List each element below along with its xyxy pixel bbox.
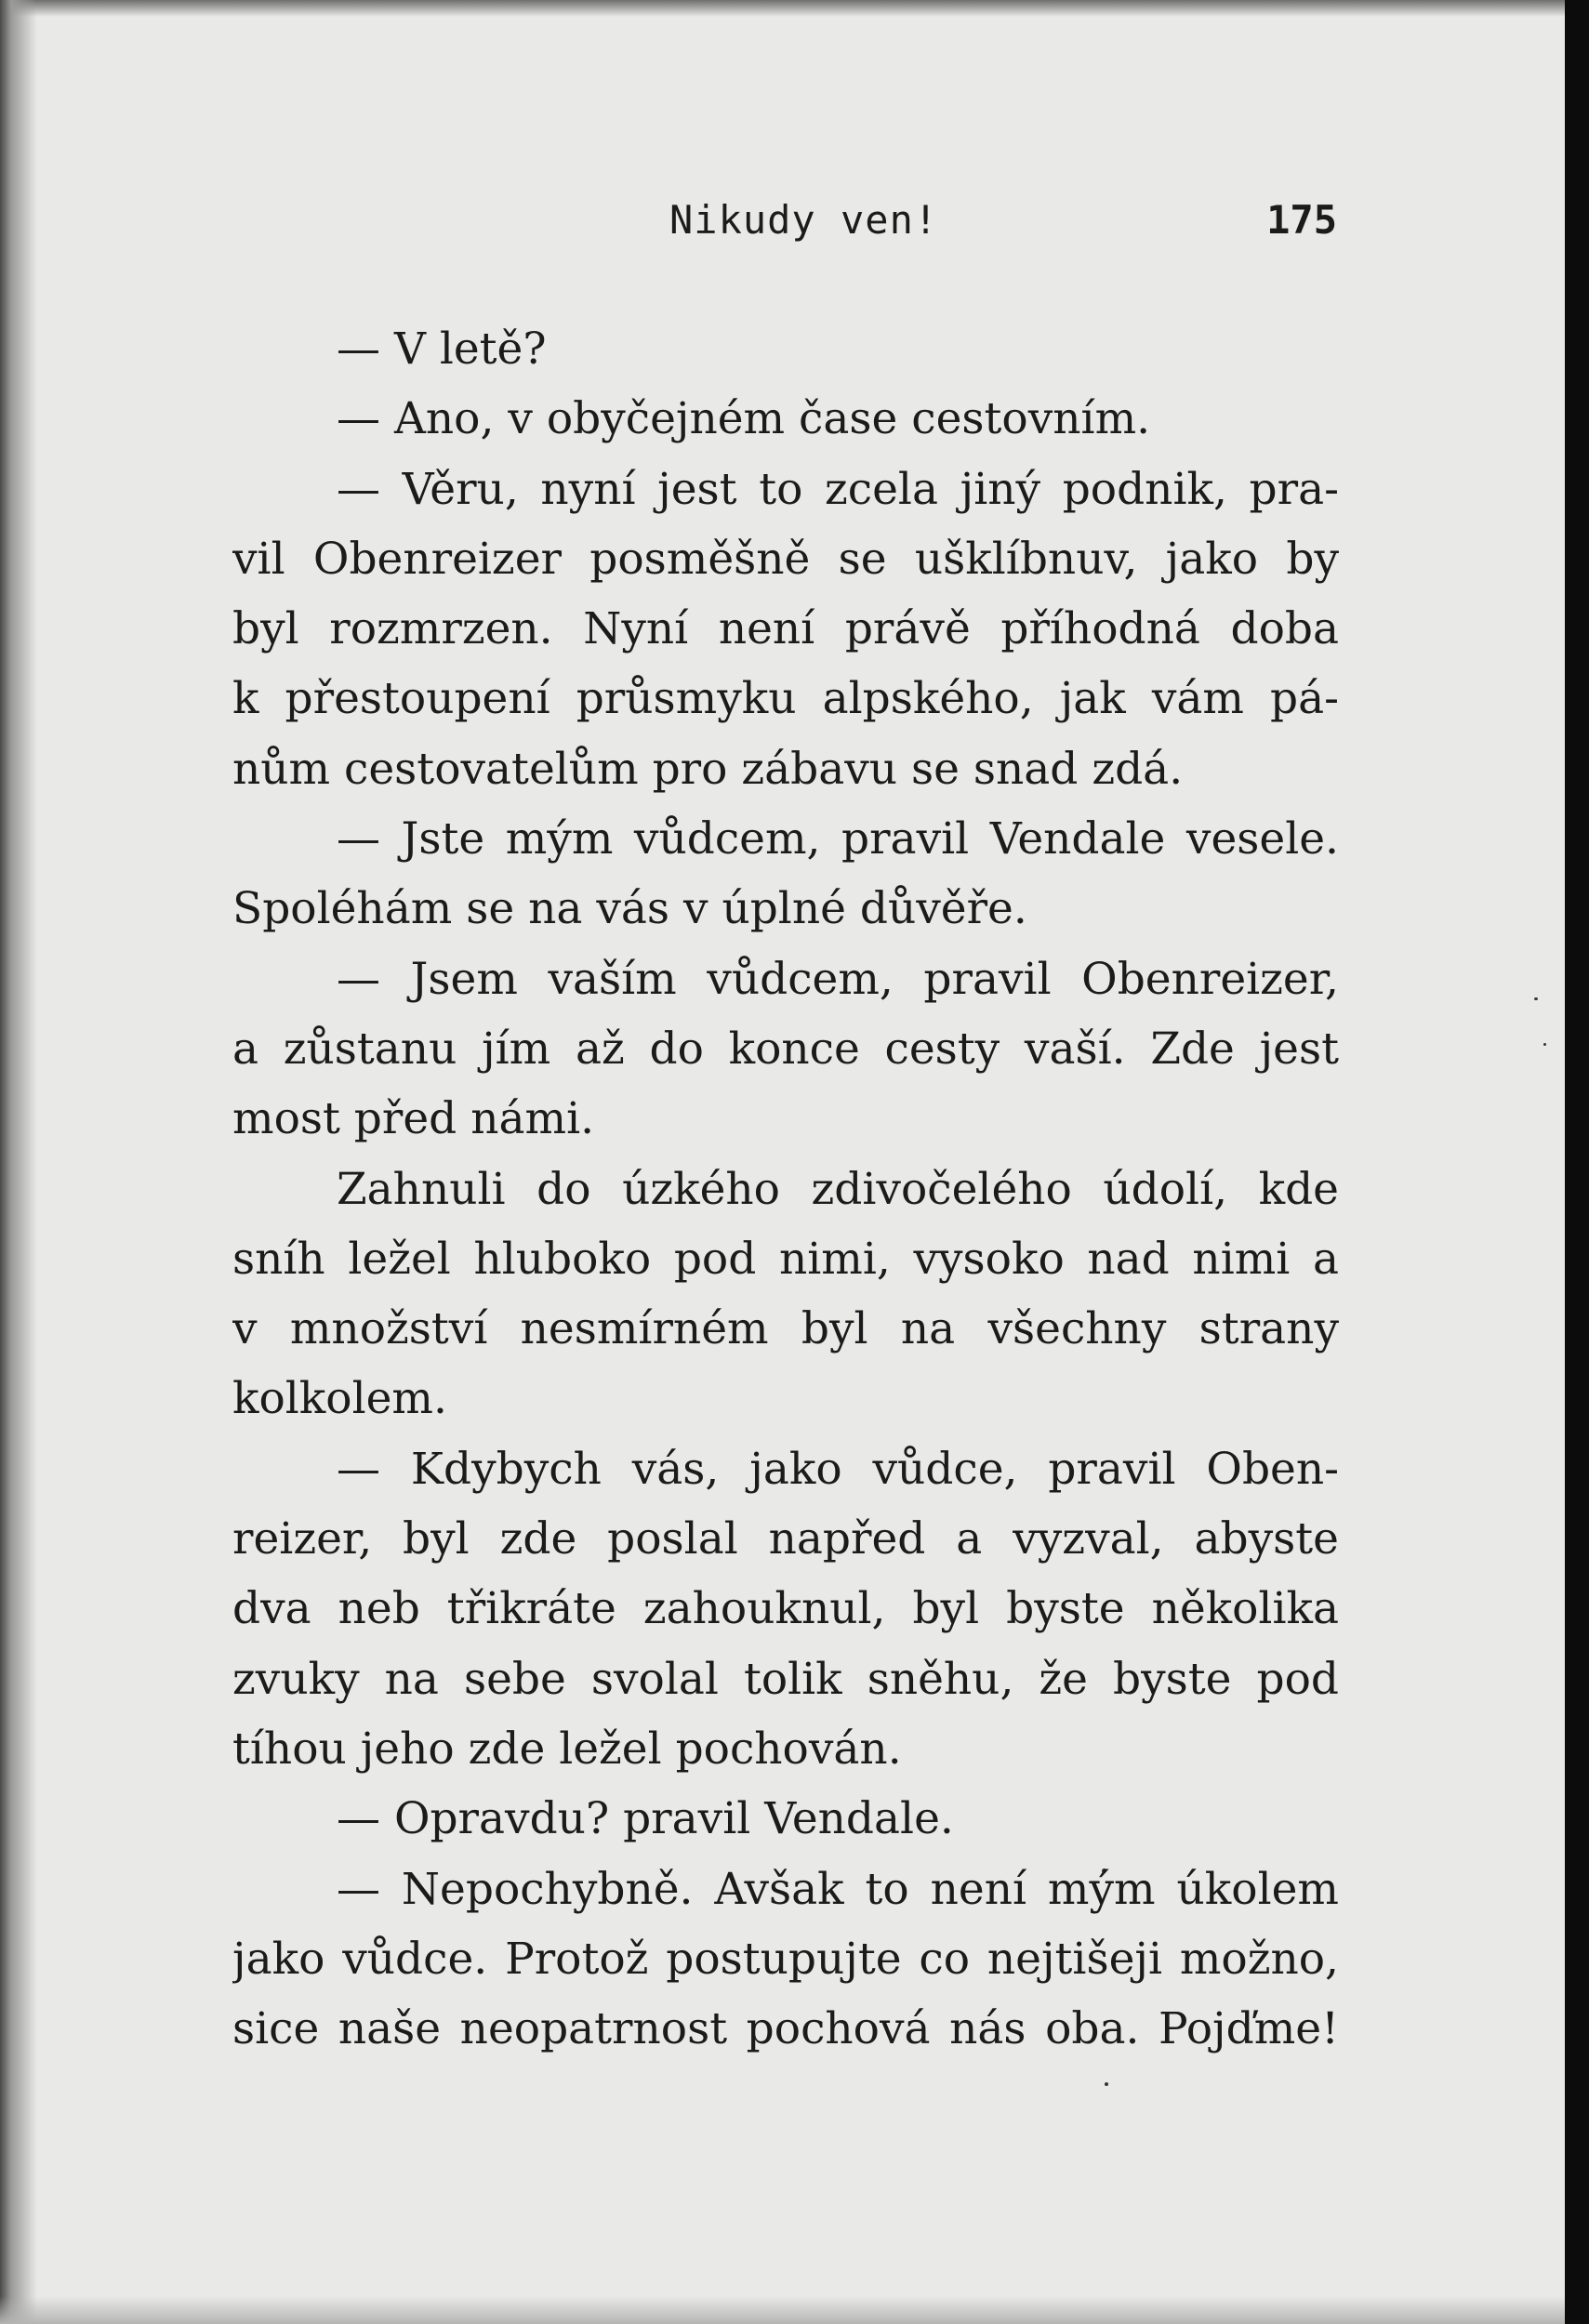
- running-title: Nikudy ven!: [669, 197, 939, 243]
- scan-right-border: [1565, 0, 1589, 2324]
- text-line: most před námi.: [232, 1093, 595, 1145]
- text-line: kolkolem.: [232, 1373, 447, 1425]
- text-line: v množství nesmírném byl na všechny strany: [232, 1303, 1339, 1355]
- text-line: Zahnuli do úzkého zdivočelého údolí, kde: [337, 1163, 1339, 1215]
- page-header: [232, 197, 1337, 253]
- text-line: — Opravdu? pravil Vendale.: [337, 1793, 954, 1845]
- body-text: [232, 314, 1339, 2064]
- page-number: 175: [1266, 197, 1337, 243]
- text-line: — Jste mým vůdcem, pravil Vendale vesele.: [337, 813, 1339, 865]
- text-line: — Jsem vaším vůdcem, pravil Obenreizer,: [337, 953, 1339, 1005]
- dust-speck: [1105, 2082, 1108, 2086]
- scan-bottom-edge: [0, 2296, 1589, 2324]
- text-line: k přestoupení průsmyku alpského, jak vám pá-: [232, 673, 1339, 725]
- text-line: vil Obenreizer posměšně se ušklíbnuv, jako by: [232, 533, 1339, 585]
- text-line: — Věru, nyní jest to zcela jiný podnik, pra-: [337, 463, 1339, 515]
- dust-speck: [1534, 997, 1538, 1000]
- text-line: sníh ležel hluboko pod nimi, vysoko nad nimi a: [232, 1233, 1339, 1285]
- text-line: — V letě?: [337, 324, 547, 375]
- text-line: tíhou jeho zde ležel pochován.: [232, 1723, 902, 1775]
- text-line: byl rozmrzen. Nyní není právě příhodná doba: [232, 603, 1339, 655]
- text-line: zvuky na sebe svolal tolik sněhu, že byste pod: [232, 1653, 1339, 1705]
- text-line: Spoléhám se na vás v úplné důvěře.: [232, 883, 1027, 935]
- dust-speck: [1543, 1043, 1546, 1046]
- text-line: reizer, byl zde poslal napřed a vyzval, abyste: [232, 1513, 1339, 1565]
- text-line: — Ano, v obyčejném čase cestovním.: [337, 393, 1151, 445]
- text-line: jako vůdce. Protož postupujte co nejtišeji možno,: [232, 1933, 1339, 1985]
- text-line: dva neb třikráte zahouknul, byl byste několika: [232, 1583, 1339, 1635]
- scan-left-edge: [0, 0, 37, 2324]
- text-line: nům cestovatelům pro zábavu se snad zdá.: [232, 743, 1184, 795]
- text-line: — Nepochybně. Avšak to není mým úkolem: [337, 1863, 1339, 1915]
- scan-top-edge: [0, 0, 1589, 17]
- text-line: a zůstanu jím až do konce cesty vaší. Zde jest: [232, 1023, 1339, 1075]
- text-line: — Kdybych vás, jako vůdce, pravil Oben-: [337, 1443, 1339, 1495]
- text-line: sice naše neopatrnost pochová nás oba. Pojďme!: [232, 2003, 1339, 2055]
